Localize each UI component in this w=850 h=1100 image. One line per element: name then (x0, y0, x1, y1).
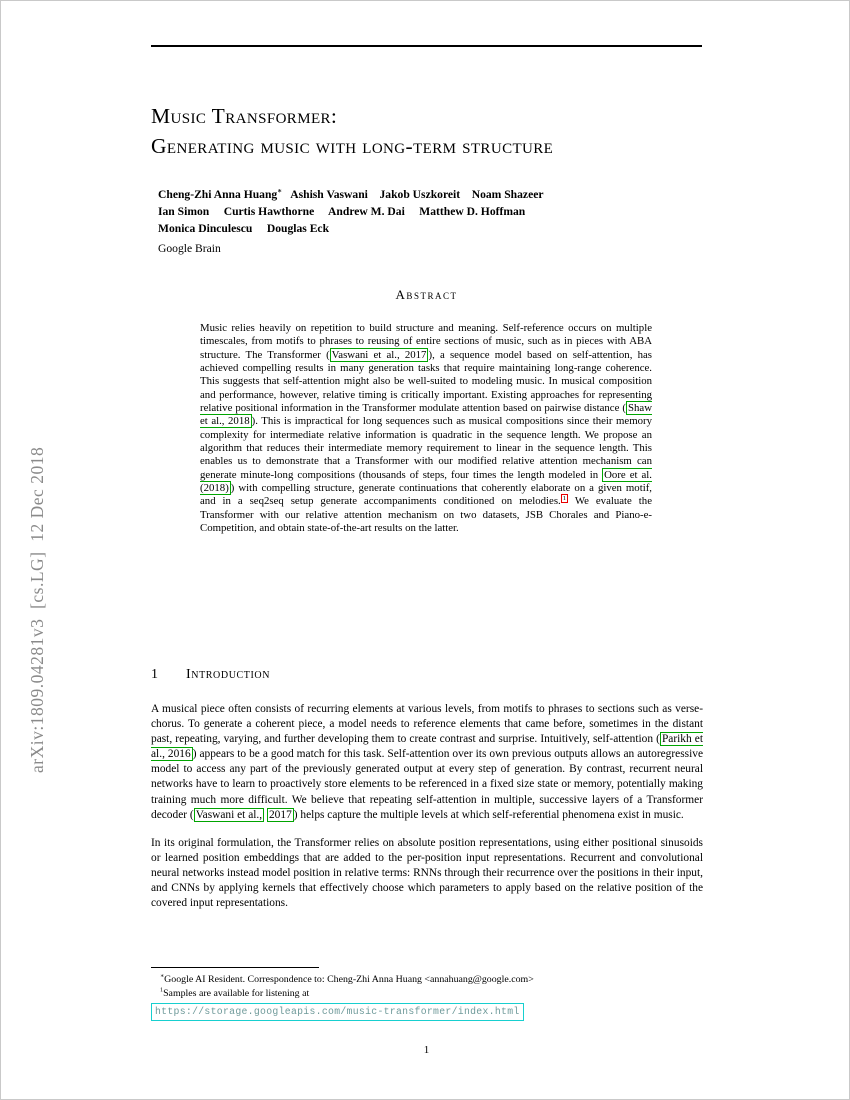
author-line-2: Ian Simon Curtis Hawthorne Andrew M. Dai Matthew D. Hoffman (158, 205, 526, 218)
text-segment: ) helps capture the multiple levels at which self-referential phenomena exist in music. (293, 808, 684, 821)
text-segment: 1 (160, 987, 164, 994)
text-segment: ∗ (160, 973, 165, 980)
citation-link[interactable]: Parikh et al., 2016 (151, 733, 703, 761)
text-segment: A musical piece often consists of recurring elements at various levels, from motifs to phrases to sections such as verse-chorus. To generate a coherent piece, a model needs to reference elements that came before, sometimes in the distant past, repeating, varying, and further developing them to create contrast and surprise. Intuitively, self-attention ( (151, 703, 703, 746)
text-segment: Cheng-Zhi Anna Huang (158, 188, 278, 201)
footnote-url-line (151, 1003, 703, 1021)
footnotes (151, 973, 703, 1021)
text-segment: ), a sequence model based on self-attention, has achieved compelling results in many generation tasks that require maintaining long-range coherence. This suggests that self-attention might also be well-suited to modeling music. In musical composition and performance, however, relative timing is critically important. Existing approaches for representing relative positional information in the Transformer modulate attention based on pairwise distance ( (200, 348, 653, 415)
text-segment: ∗ (277, 187, 283, 196)
footnote-affiliation (151, 973, 703, 987)
abstract-text (200, 322, 652, 536)
authors-block (158, 186, 544, 257)
text-segment: Ashish Vaswani Jakob Uszkoreit Noam Shazeer (282, 188, 544, 201)
section-title: Introduction (186, 667, 271, 682)
page-number: 1 (423, 1044, 430, 1056)
paper-title-line1: Music Transformer: (151, 104, 338, 128)
intro-paragraph-2 (151, 836, 703, 911)
text-segment: Samples are available for listening at (163, 987, 310, 999)
text-segment: Google AI Resident. Correspondence to: Cheng-Zhi Anna Huang <annahuang@google.com> (164, 974, 534, 985)
affiliation: Google Brain (158, 242, 221, 255)
arxiv-watermark: arXiv:1809.04281v3 [cs.LG] 12 Dec 2018 (27, 446, 47, 773)
citation-link[interactable]: Vaswani et al., (195, 808, 263, 821)
footnote-marker-link[interactable]: 1 (562, 494, 567, 502)
footnote-rule (151, 967, 319, 968)
text-segment: Music relies heavily on repetition to build structure and meaning. Self-reference occurs on multiple timescales, from motifs to phrases to reusing of entire sections of music, such as in pieces with ABA structure. The Transformer ( (200, 322, 652, 361)
top-rule (151, 45, 702, 47)
citation-link[interactable]: Oore et al. (2018) (200, 468, 652, 495)
abstract-heading: Abstract (395, 287, 458, 302)
section-number: 1 (151, 667, 158, 682)
author-line-1 (158, 186, 544, 203)
citation-link[interactable]: 2017 (268, 808, 292, 821)
footnote-samples (151, 987, 703, 1001)
citation-link[interactable]: Vaswani et al., 2017 (331, 348, 427, 361)
section-heading-introduction (151, 667, 270, 683)
text-segment: ) with compelling structure, generate continuations that coherently elaborate on a given motif, and in a seq2seq setup generate accompaniments conditioned on melodies. (200, 482, 652, 508)
text-segment: We evaluate the Transformer with our relative attention mechanism on two datasets, JSB Chorales and Piano-e-Competition, and obtain state-of-the-art results on the latter. (200, 495, 652, 535)
text-segment: ) appears to be a good match for this task. Self-attention over its own previous outputs allows an autoregressive model to access any part of the previously generated output at every step of generation. By contrast, recurrent neural networks have to learn to proactively store elements to be referenced in a fixed size state or memory, potentially making training much more difficult. We believe that repeating self-attention in multiple, successive layers of a Transformer decoder ( (151, 748, 704, 821)
intro-paragraph-1 (151, 702, 703, 823)
introduction-section (151, 702, 703, 924)
author-line-3: Monica Dinculescu Douglas Eck (158, 222, 330, 235)
paper-title-line2: Generating music with long-term structure (151, 134, 554, 158)
citation-link[interactable]: Shaw et al., 2018 (200, 402, 652, 428)
text-segment: ). This is impractical for long sequences such as musical compositions since their memory complexity for intermediate relative information is quadratic in the sequence length. We propose an algorithm that reduces their intermediate memory requirement to linear in the sequence length. This enables us to demonstrate that a Transformer with our modified relative attention mechanism can generate minute-long compositions (thousands of steps, four times the length modeled in (200, 415, 652, 481)
text-segment: In its original formulation, the Transformer relies on absolute position representations, using either positional sinusoids or learned position embeddings that are added to the per-position input representations. Recurrent and convolutional neural networks instead model position in relative terms: RNNs through their recurrence over the positions in their input, and CNNs by applying kernels that effectively choose which parameters to apply based on the relative position of the covered input representations. (151, 836, 703, 910)
paper-title (151, 101, 553, 161)
samples-url-link[interactable]: https://storage.googleapis.com/music-transformer/index.html (151, 1003, 524, 1021)
